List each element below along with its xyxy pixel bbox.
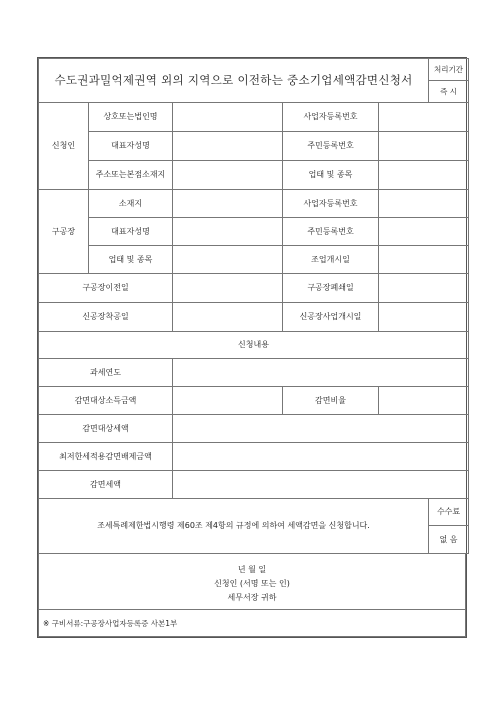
tax-year-label: 과세연도 <box>39 359 173 387</box>
reduction-income-value[interactable] <box>173 387 283 415</box>
old-factory-move-date-value[interactable] <box>173 274 283 303</box>
fee-value: 없 음 <box>429 526 469 554</box>
fee-label: 수수료 <box>429 499 469 526</box>
tax-reduction-application-form <box>37 57 467 638</box>
old-factory-location-value[interactable] <box>173 190 283 218</box>
application-statement: 조세특례제한법시행령 제60조 제4항의 규정에 의하여 세액감면을 신청합니다. <box>39 499 429 554</box>
company-name-value[interactable] <box>173 103 283 132</box>
old-factory-business-type-label: 업태 및 종목 <box>89 246 173 274</box>
applicant-signature: 신청인 (서명 또는 인) <box>214 579 290 588</box>
old-factory-resident-no-label: 주민등록번호 <box>283 218 379 246</box>
minimum-tax-exclusion-label: 최저한세적용감면배제금액 <box>39 443 173 471</box>
reduction-tax-value[interactable] <box>173 415 469 443</box>
old-factory-representative-value[interactable] <box>173 218 283 246</box>
business-reg-no-value[interactable] <box>379 103 469 132</box>
form-title: 수도권과밀억제권역 외의 지역으로 이전하는 중소기업세액감면신청서 <box>39 59 429 103</box>
processing-period-label: 처리기간 <box>429 59 469 81</box>
minimum-tax-exclusion-value[interactable] <box>173 443 469 471</box>
new-factory-start-label: 신공장사업개시일 <box>283 303 379 332</box>
reduction-income-label: 감면대상소득금액 <box>39 387 173 415</box>
representative-label: 대표자성명 <box>89 132 173 161</box>
business-type-label: 업태 및 종목 <box>283 161 379 190</box>
tax-year-value[interactable] <box>173 359 469 387</box>
company-name-label: 상호또는법인명 <box>89 103 173 132</box>
new-factory-completion-label: 신공장착공일 <box>39 303 173 332</box>
tax-office-addressee: 세무서장 귀하 <box>227 593 277 602</box>
applicant-section-label: 신청인 <box>39 103 89 190</box>
old-factory-start-date-label: 조업개시일 <box>283 246 379 274</box>
business-reg-no-label: 사업자등록번호 <box>283 103 379 132</box>
old-factory-representative-label: 대표자성명 <box>89 218 173 246</box>
resident-reg-no-value[interactable] <box>379 132 469 161</box>
application-date: 년 월 일 <box>237 565 267 574</box>
application-content-header: 신청내용 <box>39 332 469 359</box>
old-factory-reg-no-value[interactable] <box>379 190 469 218</box>
new-factory-completion-value[interactable] <box>173 303 283 332</box>
resident-reg-no-label: 주민등록번호 <box>283 132 379 161</box>
old-factory-move-date-label: 구공장이전일 <box>39 274 173 303</box>
reduction-rate-label: 감면비율 <box>283 387 379 415</box>
form-table <box>38 58 469 554</box>
reduced-tax-label: 감면세액 <box>39 471 173 499</box>
reduced-tax-value[interactable] <box>173 471 469 499</box>
old-factory-closure-date-value[interactable] <box>379 274 469 303</box>
address-label: 주소또는본점소재지 <box>89 161 173 190</box>
old-factory-start-date-value[interactable] <box>379 246 469 274</box>
old-factory-reg-no-label: 사업자등록번호 <box>283 190 379 218</box>
old-factory-location-label: 소재지 <box>89 190 173 218</box>
old-factory-business-type-value[interactable] <box>173 246 283 274</box>
old-factory-resident-no-value[interactable] <box>379 218 469 246</box>
signature-area <box>38 554 466 610</box>
representative-value[interactable] <box>173 132 283 161</box>
processing-period-value: 즉 시 <box>429 81 469 103</box>
address-value[interactable] <box>173 161 283 190</box>
required-documents-note: ※ 구비서류:구공장사업자등록증 사본1부 <box>38 610 466 637</box>
new-factory-start-value[interactable] <box>379 303 469 332</box>
business-type-value[interactable] <box>379 161 469 190</box>
old-factory-section-label: 구공장 <box>39 190 89 274</box>
old-factory-closure-date-label: 구공장폐쇄일 <box>283 274 379 303</box>
reduction-rate-value[interactable] <box>379 387 469 415</box>
reduction-tax-label: 감면대상세액 <box>39 415 173 443</box>
